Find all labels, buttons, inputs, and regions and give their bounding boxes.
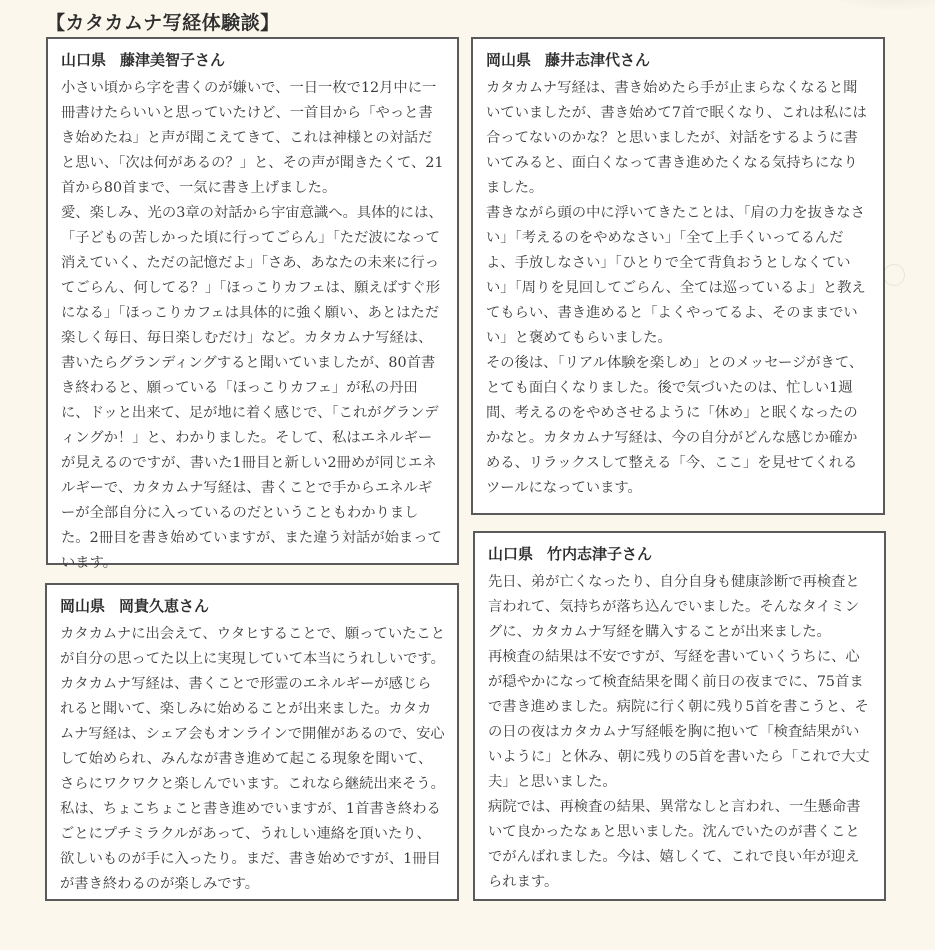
testimonial-body [488, 570, 872, 895]
testimonial-author [488, 543, 872, 565]
testimonial-author [486, 49, 871, 71]
testimonial-body [61, 76, 445, 576]
author-prefecture: 岡山県 [60, 597, 106, 615]
corner-shadow-decoration [815, 0, 935, 10]
testimonial-paragraph: 再検査の結果は不安ですが、写経を書いていくうちに、心が穏やかになって検査結果を聞く前日の夜までに、75首まで書き進めました。病院に行く朝に残り5首を書こうと、その日の夜はカタカムナ写経帳を胸に抱いて「検査結果がいいように」と休み、朝に残りの5首を書いたら「これで大丈夫」と思いました。 [488, 649, 870, 790]
testimonial-paragraph: 病院では、再検査の結果、異常なしと言われ、一生懸命書いて良かったなぁと思いました。沈んでいたのが書くことでがんばれました。今は、嬉しくて、これで良い年が迎えられます。 [488, 799, 861, 890]
author-name: 竹内志津子さん [547, 545, 653, 563]
testimonial-card-takeuchi [473, 531, 886, 901]
testimonial-paragraph: カタカムナに出会えて、ウタヒすることで、願っていたことが自分の思ってた以上に実現していて本当にうれしいです。カタカムナ写経は、書くことで形霊のエネルギーが感じられると聞いて、楽しみに始めることが出来ました。カタカムナ写経は、シェア会もオンラインで開催があるので、安心して始められ、みんなが書き進めて起こる現象を聞いて、さらにワクワクと楽しんでいます。これなら継続出来そう。私は、ちょこちょこと書き進めでいますが、1首書き終わるごとにプチミラクルがあって、うれしい連絡を頂いたり、欲しいものが手に入ったり。まだ、書き始めですが、1冊目が書き終わるのが楽しみです。 [60, 626, 446, 892]
testimonial-paragraph: 愛、楽しみ、光の3章の対話から宇宙意識へ。具体的には、「子どもの苦しかった頃に行ってごらん」「ただ波になって消えていく、ただの記憶だよ」「さあ、あなたの未来に行ってごらん、何してる？」「ほっこりカフェは、願えばすぐ形になる」「ほっこりカフェは具体的に強く願い、あとはただ楽しく毎日、毎日楽しむだけ」など。カタカムナ写経は、書いたらグランディングすると聞いていましたが、80首書き終わると、願っている「ほっこりカフェ」が私の丹田に、ドッと出来て、足が地に着く感じで、「これがグランディングか！」と、わかりました。そして、私はエネルギーが見えるのですが、書いた1冊目と新しい2冊めが同じエネルギーで、カタカムナ写経は、書くことで手からエネルギーが全部自分に入っているのだということもわかりました。2冊目を書き始めていますが、また違う対話が始まっています。 [61, 205, 443, 571]
testimonial-card-fujii [471, 37, 885, 515]
testimonial-author [60, 595, 445, 617]
author-name: 岡貴久恵さん [119, 597, 210, 615]
testimonial-body [60, 622, 445, 897]
testimonial-body [486, 76, 871, 501]
testimonial-card-fujitsu [46, 37, 459, 571]
testimonial-paragraph: その後は、「リアル体験を楽しめ」とのメッセージがきて、とても面白くなりました。後で気づいたのは、忙しい1週間、考えるのをやめさせるように「休め」と眠くなったのかなと。カタカムナ写経は、今の自分がどんな感じか確かめる、リラックスして整える「今、ここ」を見せてくれるツールになっています。 [486, 355, 864, 496]
faint-circle-decoration [883, 264, 905, 286]
author-name: 藤井志津代さん [545, 51, 651, 69]
testimonial-paragraph: カタカムナ写経は、書き始めたら手が止まらなくなると聞いていましたが、書き始めて7首で眠くなり、これは私には合ってないのかな？と思いましたが、対話をするように書いてみると、面白くなって書き進めたくなる気持ちになりました。 [486, 80, 867, 196]
testimonial-paragraph: 書きながら頭の中に浮いてきたことは、「肩の力を抜きなさい」「考えるのをやめなさい」「全て上手くいってるんだよ、手放しなさい」「ひとりで全て背負おうとしなくていい」「周りを見回してごらん、全ては巡っているよ」と教えてもらい、書き進めると「よくやってるよ、そのままでいい」と褒めてもらいました。 [486, 205, 866, 346]
author-prefecture: 山口県 [61, 51, 107, 69]
testimonial-paragraph: 小さい頃から字を書くのが嫌いで、一日一枚で12月中に一冊書けたらいいと思っていたけど、一首目から「やっと書き始めたね」と声が聞こえてきて、これは神様との対話だと思い、「次は何があるの？」と、その声が聞きたくて、21首から80首まで、一気に書き上げました。 [61, 80, 444, 196]
page-title: 【カタカムナ写経体験談】 [46, 12, 280, 34]
author-prefecture: 岡山県 [486, 51, 532, 69]
testimonial-author [61, 49, 445, 71]
testimonial-paragraph: 先日、弟が亡くなったり、自分自身も健康診断で再検査と言われて、気持ちが落ち込んでいました。そんなタイミングに、カタカムナ写経を購入することが出来ました。 [488, 574, 860, 640]
testimonial-card-oka [45, 583, 459, 901]
author-name: 藤津美智子さん [120, 51, 226, 69]
author-prefecture: 山口県 [488, 545, 534, 563]
